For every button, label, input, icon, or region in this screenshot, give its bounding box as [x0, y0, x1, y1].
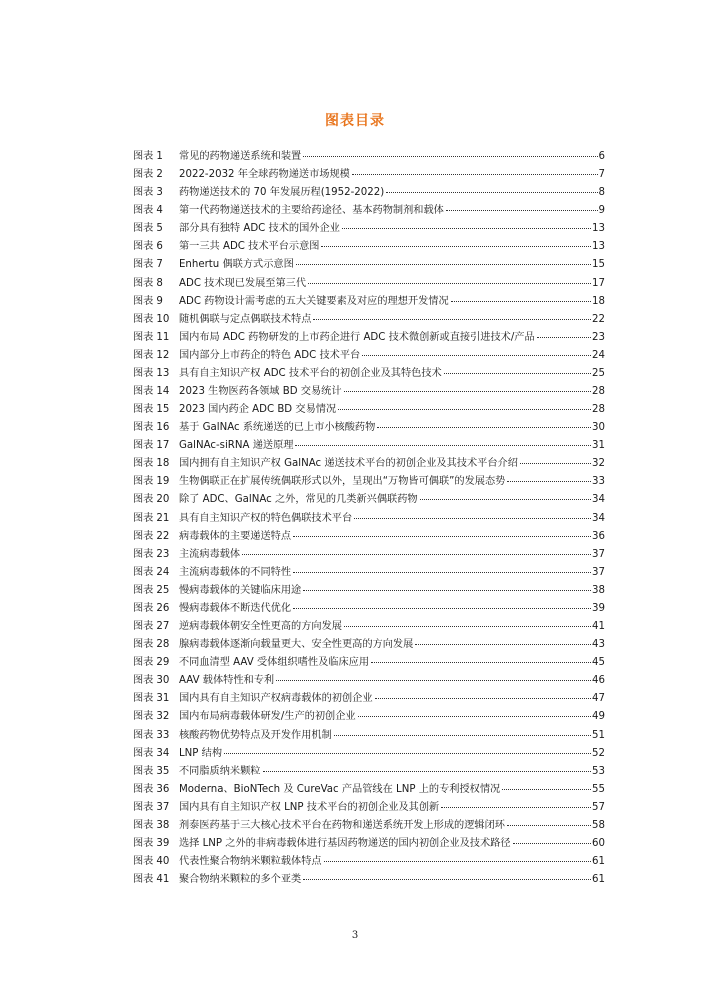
toc-entry[interactable]	[133, 853, 605, 871]
entry-label-prefix: 图表	[133, 856, 154, 868]
entry-number: 33	[156, 729, 170, 741]
toc-entry[interactable]	[133, 256, 605, 274]
entry-number: 24	[156, 566, 170, 578]
entry-label-prefix: 图表	[133, 657, 154, 669]
entry-label	[133, 365, 179, 383]
entry-label	[133, 202, 179, 220]
entry-number: 30	[156, 675, 170, 687]
dot-leader	[263, 770, 592, 772]
entry-title: 国内部分上市药企的特色 ADC 技术平台	[179, 349, 361, 361]
entry-label-prefix: 图表	[133, 295, 154, 307]
toc-entry[interactable]	[133, 745, 605, 763]
dot-leader	[293, 535, 591, 537]
toc-entry[interactable]	[133, 582, 605, 600]
entry-label	[133, 564, 179, 582]
dot-leader	[502, 788, 591, 790]
entry-number: 10	[156, 313, 170, 325]
entry-page-number: 7	[598, 169, 605, 181]
dot-leader	[377, 426, 591, 428]
entry-page-number: 60	[592, 837, 605, 849]
toc-entry[interactable]	[133, 763, 605, 781]
toc-entry[interactable]	[133, 835, 605, 853]
entry-title: 剂泰医药基于三大核心技术平台在药物和递送系统开发上形成的逻辑闭环	[179, 819, 505, 831]
entry-number: 4	[156, 205, 163, 217]
entry-number: 15	[156, 404, 170, 416]
entry-label-prefix: 图表	[133, 874, 154, 886]
dot-leader	[308, 282, 591, 284]
entry-page-number: 53	[592, 765, 605, 777]
entry-page-number: 51	[592, 729, 605, 741]
entry-page-number: 34	[592, 512, 605, 524]
toc-entry[interactable]	[133, 600, 605, 618]
toc-entry[interactable]	[133, 437, 605, 455]
toc-entry[interactable]	[133, 510, 605, 528]
entry-number: 2	[156, 169, 163, 181]
entry-label	[133, 636, 179, 654]
entry-label-prefix: 图表	[133, 241, 154, 253]
entry-title: LNP 结构	[179, 747, 223, 759]
toc-entry[interactable]	[133, 347, 605, 365]
entry-label-prefix: 图表	[133, 801, 154, 813]
toc-entry[interactable]	[133, 636, 605, 654]
toc-entry[interactable]	[133, 473, 605, 491]
entry-number: 27	[156, 621, 170, 633]
toc-entry[interactable]	[133, 690, 605, 708]
entry-label-prefix: 图表	[133, 331, 154, 343]
entry-number: 16	[156, 422, 170, 434]
toc-entry[interactable]	[133, 202, 605, 220]
dot-leader	[520, 462, 591, 464]
entry-label-prefix: 图表	[133, 349, 154, 361]
entry-label-prefix: 图表	[133, 837, 154, 849]
entry-label	[133, 419, 179, 437]
entry-label	[133, 220, 179, 238]
dot-leader	[362, 354, 591, 356]
toc-entry[interactable]	[133, 546, 605, 564]
entry-title: 国内拥有自主知识产权 GalNAc 递送技术平台的初创企业及其技术平台介绍	[179, 458, 518, 470]
entry-title: 具有自主知识产权 ADC 技术平台的初创企业及其特色技术	[179, 367, 442, 379]
dot-leader	[354, 517, 591, 519]
entry-page-number: 22	[592, 313, 605, 325]
entry-label-prefix: 图表	[133, 783, 154, 795]
dot-leader	[451, 300, 591, 302]
entry-label	[133, 184, 179, 202]
entry-number: 11	[156, 331, 170, 343]
toc-entry[interactable]	[133, 293, 605, 311]
entry-page-number: 58	[592, 819, 605, 831]
entry-label	[133, 329, 179, 347]
entry-page-number: 41	[592, 621, 605, 633]
entry-title: 2023 生物医药各领域 BD 交易统计	[179, 386, 342, 398]
entry-number: 34	[156, 747, 170, 759]
entry-title: 2023 国内药企 ADC BD 交易情况	[179, 404, 337, 416]
entry-number: 14	[156, 386, 170, 398]
entry-label-prefix: 图表	[133, 693, 154, 705]
toc-entry[interactable]	[133, 528, 605, 546]
entry-label-prefix: 图表	[133, 711, 154, 723]
entry-page-number: 23	[592, 331, 605, 343]
entry-page-number: 57	[592, 801, 605, 813]
entry-label-prefix: 图表	[133, 819, 154, 831]
entry-label-prefix: 图表	[133, 476, 154, 488]
entry-title: 逆病毒载体朝安全性更高的方向发展	[179, 621, 342, 633]
toc-entry[interactable]	[133, 365, 605, 383]
dot-leader	[444, 372, 591, 374]
entry-label	[133, 708, 179, 726]
entry-title: 第一代药物递送技术的主要给药途径、基本药物制剂和载体	[179, 205, 444, 217]
entry-title: 聚合物纳米颗粒的多个亚类	[179, 874, 302, 886]
entry-title: 第一三共 ADC 技术平台示意图	[179, 241, 320, 253]
dot-leader	[375, 697, 591, 699]
entry-label-prefix: 图表	[133, 313, 154, 325]
entry-page-number: 18	[592, 295, 605, 307]
entry-title: 病毒载体的主要递送特点	[179, 530, 292, 542]
dot-leader	[507, 480, 591, 482]
entry-label	[133, 528, 179, 546]
entry-number: 38	[156, 819, 170, 831]
entry-title: 国内具有自主知识产权 LNP 技术平台的初创企业及其创新	[179, 801, 440, 813]
entry-title: 2022-2032 年全球药物递送市场规模	[179, 169, 350, 181]
entry-page-number: 49	[592, 711, 605, 723]
entry-title: 国内布局 ADC 药物研发的上市药企进行 ADC 技术微创新或直接引进技术/产品	[179, 331, 535, 343]
entry-page-number: 8	[598, 187, 605, 199]
entry-title: 基于 GalNAc 系统递送的已上市小核酸药物	[179, 422, 376, 434]
entry-title: ADC 技术现已发展至第三代	[179, 277, 307, 289]
page-title: 图表目录	[325, 113, 385, 129]
dot-leader	[334, 734, 591, 736]
toc-entry[interactable]	[133, 383, 605, 401]
dot-leader	[513, 842, 591, 844]
entry-label	[133, 491, 179, 509]
entry-label-prefix: 图表	[133, 151, 154, 162]
entry-label-prefix: 图表	[133, 169, 154, 181]
entry-title: 药物递送技术的 70 年发展历程(1952-2022)	[179, 187, 385, 199]
entry-number: 20	[156, 494, 170, 506]
entry-label-prefix: 图表	[133, 404, 154, 416]
entry-page-number: 61	[592, 856, 605, 868]
entry-label-prefix: 图表	[133, 187, 154, 199]
entry-title: 慢病毒载体不断迭代优化	[179, 602, 292, 614]
entry-label-prefix: 图表	[133, 386, 154, 398]
entry-page-number: 13	[592, 241, 605, 253]
dot-leader	[324, 860, 591, 862]
entry-label	[133, 618, 179, 636]
dot-leader	[386, 191, 597, 193]
entry-label-prefix: 图表	[133, 530, 154, 542]
dot-leader	[358, 715, 591, 717]
entry-label	[133, 293, 179, 311]
entry-page-number: 52	[592, 747, 605, 759]
entry-number: 32	[156, 711, 170, 723]
entry-page-number: 9	[598, 205, 605, 217]
entry-number: 17	[156, 440, 170, 452]
entry-number: 26	[156, 602, 170, 614]
dot-leader	[313, 318, 591, 320]
entry-label	[133, 600, 179, 618]
entry-page-number: 37	[592, 548, 605, 560]
entry-label-prefix: 图表	[133, 621, 154, 633]
entry-number: 18	[156, 458, 170, 470]
toc-entry[interactable]	[133, 419, 605, 437]
entry-title: 生物偶联正在扩展传统偶联形式以外，呈现出“万物皆可偶联”的发展态势	[179, 476, 506, 488]
entry-title: 选择 LNP 之外的非病毒载体进行基因药物递送的国内初创企业及技术路径	[179, 837, 511, 849]
toc-entry[interactable]	[133, 166, 605, 184]
entry-label	[133, 835, 179, 853]
dot-leader	[303, 878, 591, 880]
entry-number: 23	[156, 548, 170, 560]
entry-page-number: 28	[592, 386, 605, 398]
entry-label	[133, 763, 179, 781]
entry-number: 22	[156, 530, 170, 542]
entry-title: 不同血清型 AAV 受体组织嗜性及临床应用	[179, 657, 370, 669]
entry-label-prefix: 图表	[133, 494, 154, 506]
dot-leader	[242, 553, 591, 555]
page-number: 3	[351, 930, 359, 941]
dot-leader	[371, 661, 591, 663]
entry-label-prefix: 图表	[133, 548, 154, 560]
entry-title: 常见的药物递送系统和装置	[179, 151, 302, 162]
dot-leader	[303, 589, 591, 591]
entry-title: Moderna、BioNTech 及 CureVac 产品管线在 LNP 上的专利授权情况	[179, 783, 501, 795]
entry-page-number: 55	[592, 783, 605, 795]
entry-title: 主流病毒载体	[179, 548, 241, 560]
entry-label-prefix: 图表	[133, 675, 154, 687]
dot-leader	[344, 625, 591, 627]
entry-page-number: 15	[592, 259, 605, 271]
dot-leader	[352, 173, 598, 175]
entry-label-prefix: 图表	[133, 223, 154, 235]
entry-page-number: 28	[592, 404, 605, 416]
entry-label	[133, 654, 179, 672]
entry-title: 除了 ADC、GalNAc 之外，常见的几类新兴偶联药物	[179, 494, 418, 506]
entry-title: 部分具有独特 ADC 技术的国外企业	[179, 223, 340, 235]
toc-entry[interactable]	[133, 781, 605, 799]
entry-label	[133, 672, 179, 690]
dot-leader	[344, 390, 591, 392]
entry-page-number: 45	[592, 657, 605, 669]
entry-number: 29	[156, 657, 170, 669]
entry-number: 8	[156, 277, 163, 289]
toc-entry[interactable]	[133, 871, 605, 889]
entry-title: ADC 药物设计需考虑的五大关键要素及对应的理想开发情况	[179, 295, 449, 307]
dot-leader	[293, 571, 591, 573]
entry-page-number: 13	[592, 223, 605, 235]
entry-label	[133, 275, 179, 293]
entry-title: 国内布局病毒载体研发/生产的初创企业	[179, 711, 356, 723]
entry-number: 31	[156, 693, 170, 705]
entry-label	[133, 727, 179, 745]
entry-page-number: 46	[592, 675, 605, 687]
entry-page-number: 6	[598, 151, 605, 162]
entry-title: 代表性聚合物纳米颗粒载体特点	[179, 856, 322, 868]
entry-label	[133, 401, 179, 419]
entry-label-prefix: 图表	[133, 512, 154, 524]
entry-label	[133, 745, 179, 763]
entry-label-prefix: 图表	[133, 639, 154, 651]
entry-label-prefix: 图表	[133, 277, 154, 289]
entry-label	[133, 817, 179, 835]
entry-number: 19	[156, 476, 170, 488]
entry-label-prefix: 图表	[133, 566, 154, 578]
dot-leader	[537, 336, 591, 338]
entry-title: 国内具有自主知识产权病毒载体的初创企业	[179, 693, 373, 705]
entry-label-prefix: 图表	[133, 422, 154, 434]
entry-title: 随机偶联与定点偶联技术特点	[179, 313, 312, 325]
entry-label	[133, 510, 179, 528]
entry-page-number: 36	[592, 530, 605, 542]
entry-page-number: 31	[592, 440, 605, 452]
dot-leader	[224, 752, 591, 754]
entry-page-number: 30	[592, 422, 605, 434]
entry-number: 36	[156, 783, 170, 795]
entry-label	[133, 238, 179, 256]
entry-page-number: 34	[592, 494, 605, 506]
dot-leader	[342, 227, 591, 229]
dot-leader	[446, 209, 598, 211]
entry-number: 5	[156, 223, 163, 235]
entry-number: 25	[156, 584, 170, 596]
dot-leader	[415, 643, 591, 645]
toc-entry[interactable]	[133, 564, 605, 582]
dot-leader	[321, 245, 591, 247]
dot-leader	[338, 408, 591, 410]
entry-page-number: 25	[592, 367, 605, 379]
toc-entry[interactable]	[133, 817, 605, 835]
toc-entry[interactable]	[133, 455, 605, 473]
entry-page-number: 32	[592, 458, 605, 470]
entry-title: 腺病毒载体逐渐向载量更大、安全性更高的方向发展	[179, 639, 414, 651]
entry-label	[133, 455, 179, 473]
entry-label-prefix: 图表	[133, 205, 154, 217]
entry-label-prefix: 图表	[133, 259, 154, 271]
toc-entry[interactable]	[133, 654, 605, 672]
entry-page-number: 47	[592, 693, 605, 705]
entry-page-number: 33	[592, 476, 605, 488]
entry-number: 40	[156, 856, 170, 868]
dot-leader	[507, 824, 591, 826]
entry-number: 21	[156, 512, 170, 524]
toc-entry[interactable]	[133, 329, 605, 347]
entry-label	[133, 383, 179, 401]
entry-label-prefix: 图表	[133, 747, 154, 759]
entry-label	[133, 148, 179, 166]
entry-label-prefix: 图表	[133, 602, 154, 614]
entry-label-prefix: 图表	[133, 729, 154, 741]
toc-entry[interactable]	[133, 672, 605, 690]
entry-label	[133, 781, 179, 799]
toc-entry[interactable]	[133, 708, 605, 726]
entry-title: Enhertu 偶联方式示意图	[179, 259, 294, 271]
entry-page-number: 38	[592, 584, 605, 596]
entry-label	[133, 311, 179, 329]
entry-number: 9	[156, 295, 163, 307]
entry-label	[133, 473, 179, 491]
entry-page-number: 43	[592, 639, 605, 651]
toc-entry[interactable]	[133, 220, 605, 238]
toc-entry[interactable]	[133, 311, 605, 329]
entry-label-prefix: 图表	[133, 440, 154, 452]
entry-label-prefix: 图表	[133, 367, 154, 379]
toc-entry[interactable]	[133, 618, 605, 636]
entry-number: 28	[156, 639, 170, 651]
entry-number: 12	[156, 349, 170, 361]
entry-label	[133, 546, 179, 564]
entry-number: 1	[156, 151, 163, 162]
entry-number: 7	[156, 259, 163, 271]
entry-label-prefix: 图表	[133, 584, 154, 596]
entry-label	[133, 437, 179, 455]
entry-label	[133, 166, 179, 184]
entry-number: 41	[156, 874, 170, 886]
entry-number: 6	[156, 241, 163, 253]
entry-number: 37	[156, 801, 170, 813]
dot-leader	[293, 607, 591, 609]
entry-page-number: 37	[592, 566, 605, 578]
entry-page-number: 39	[592, 602, 605, 614]
entry-label	[133, 871, 179, 889]
toc-entry[interactable]	[133, 401, 605, 419]
entry-label-prefix: 图表	[133, 458, 154, 470]
dot-leader	[441, 806, 591, 808]
table-of-figures	[133, 148, 605, 889]
entry-label	[133, 582, 179, 600]
dot-leader	[420, 498, 591, 500]
entry-page-number: 24	[592, 349, 605, 361]
entry-title: 慢病毒载体的关键临床用途	[179, 584, 302, 596]
entry-page-number: 17	[592, 277, 605, 289]
entry-label	[133, 347, 179, 365]
entry-number: 35	[156, 765, 170, 777]
dot-leader	[295, 444, 591, 446]
entry-label	[133, 690, 179, 708]
entry-number: 39	[156, 837, 170, 849]
dot-leader	[296, 263, 591, 265]
entry-title: GalNAc-siRNA 递送原理	[179, 440, 294, 452]
entry-title: 主流病毒载体的不同特性	[179, 566, 292, 578]
entry-title: 核酸药物优势特点及开发作用机制	[179, 729, 332, 741]
toc-entry[interactable]	[133, 148, 605, 166]
toc-entry[interactable]	[133, 727, 605, 745]
entry-number: 3	[156, 187, 163, 199]
entry-label	[133, 799, 179, 817]
entry-label-prefix: 图表	[133, 765, 154, 777]
dot-leader	[276, 679, 591, 681]
toc-entry[interactable]	[133, 799, 605, 817]
toc-entry[interactable]	[133, 275, 605, 293]
entry-title: AAV 载体特性和专利	[179, 675, 275, 687]
entry-label	[133, 853, 179, 871]
entry-number: 13	[156, 367, 170, 379]
entry-page-number: 61	[592, 874, 605, 886]
dot-leader	[303, 155, 597, 157]
entry-title: 不同脂质纳米颗粒	[179, 765, 261, 777]
toc-entry[interactable]	[133, 238, 605, 256]
entry-title: 具有自主知识产权的特色偶联技术平台	[179, 512, 353, 524]
toc-entry[interactable]	[133, 491, 605, 509]
entry-label	[133, 256, 179, 274]
toc-entry[interactable]	[133, 184, 605, 202]
